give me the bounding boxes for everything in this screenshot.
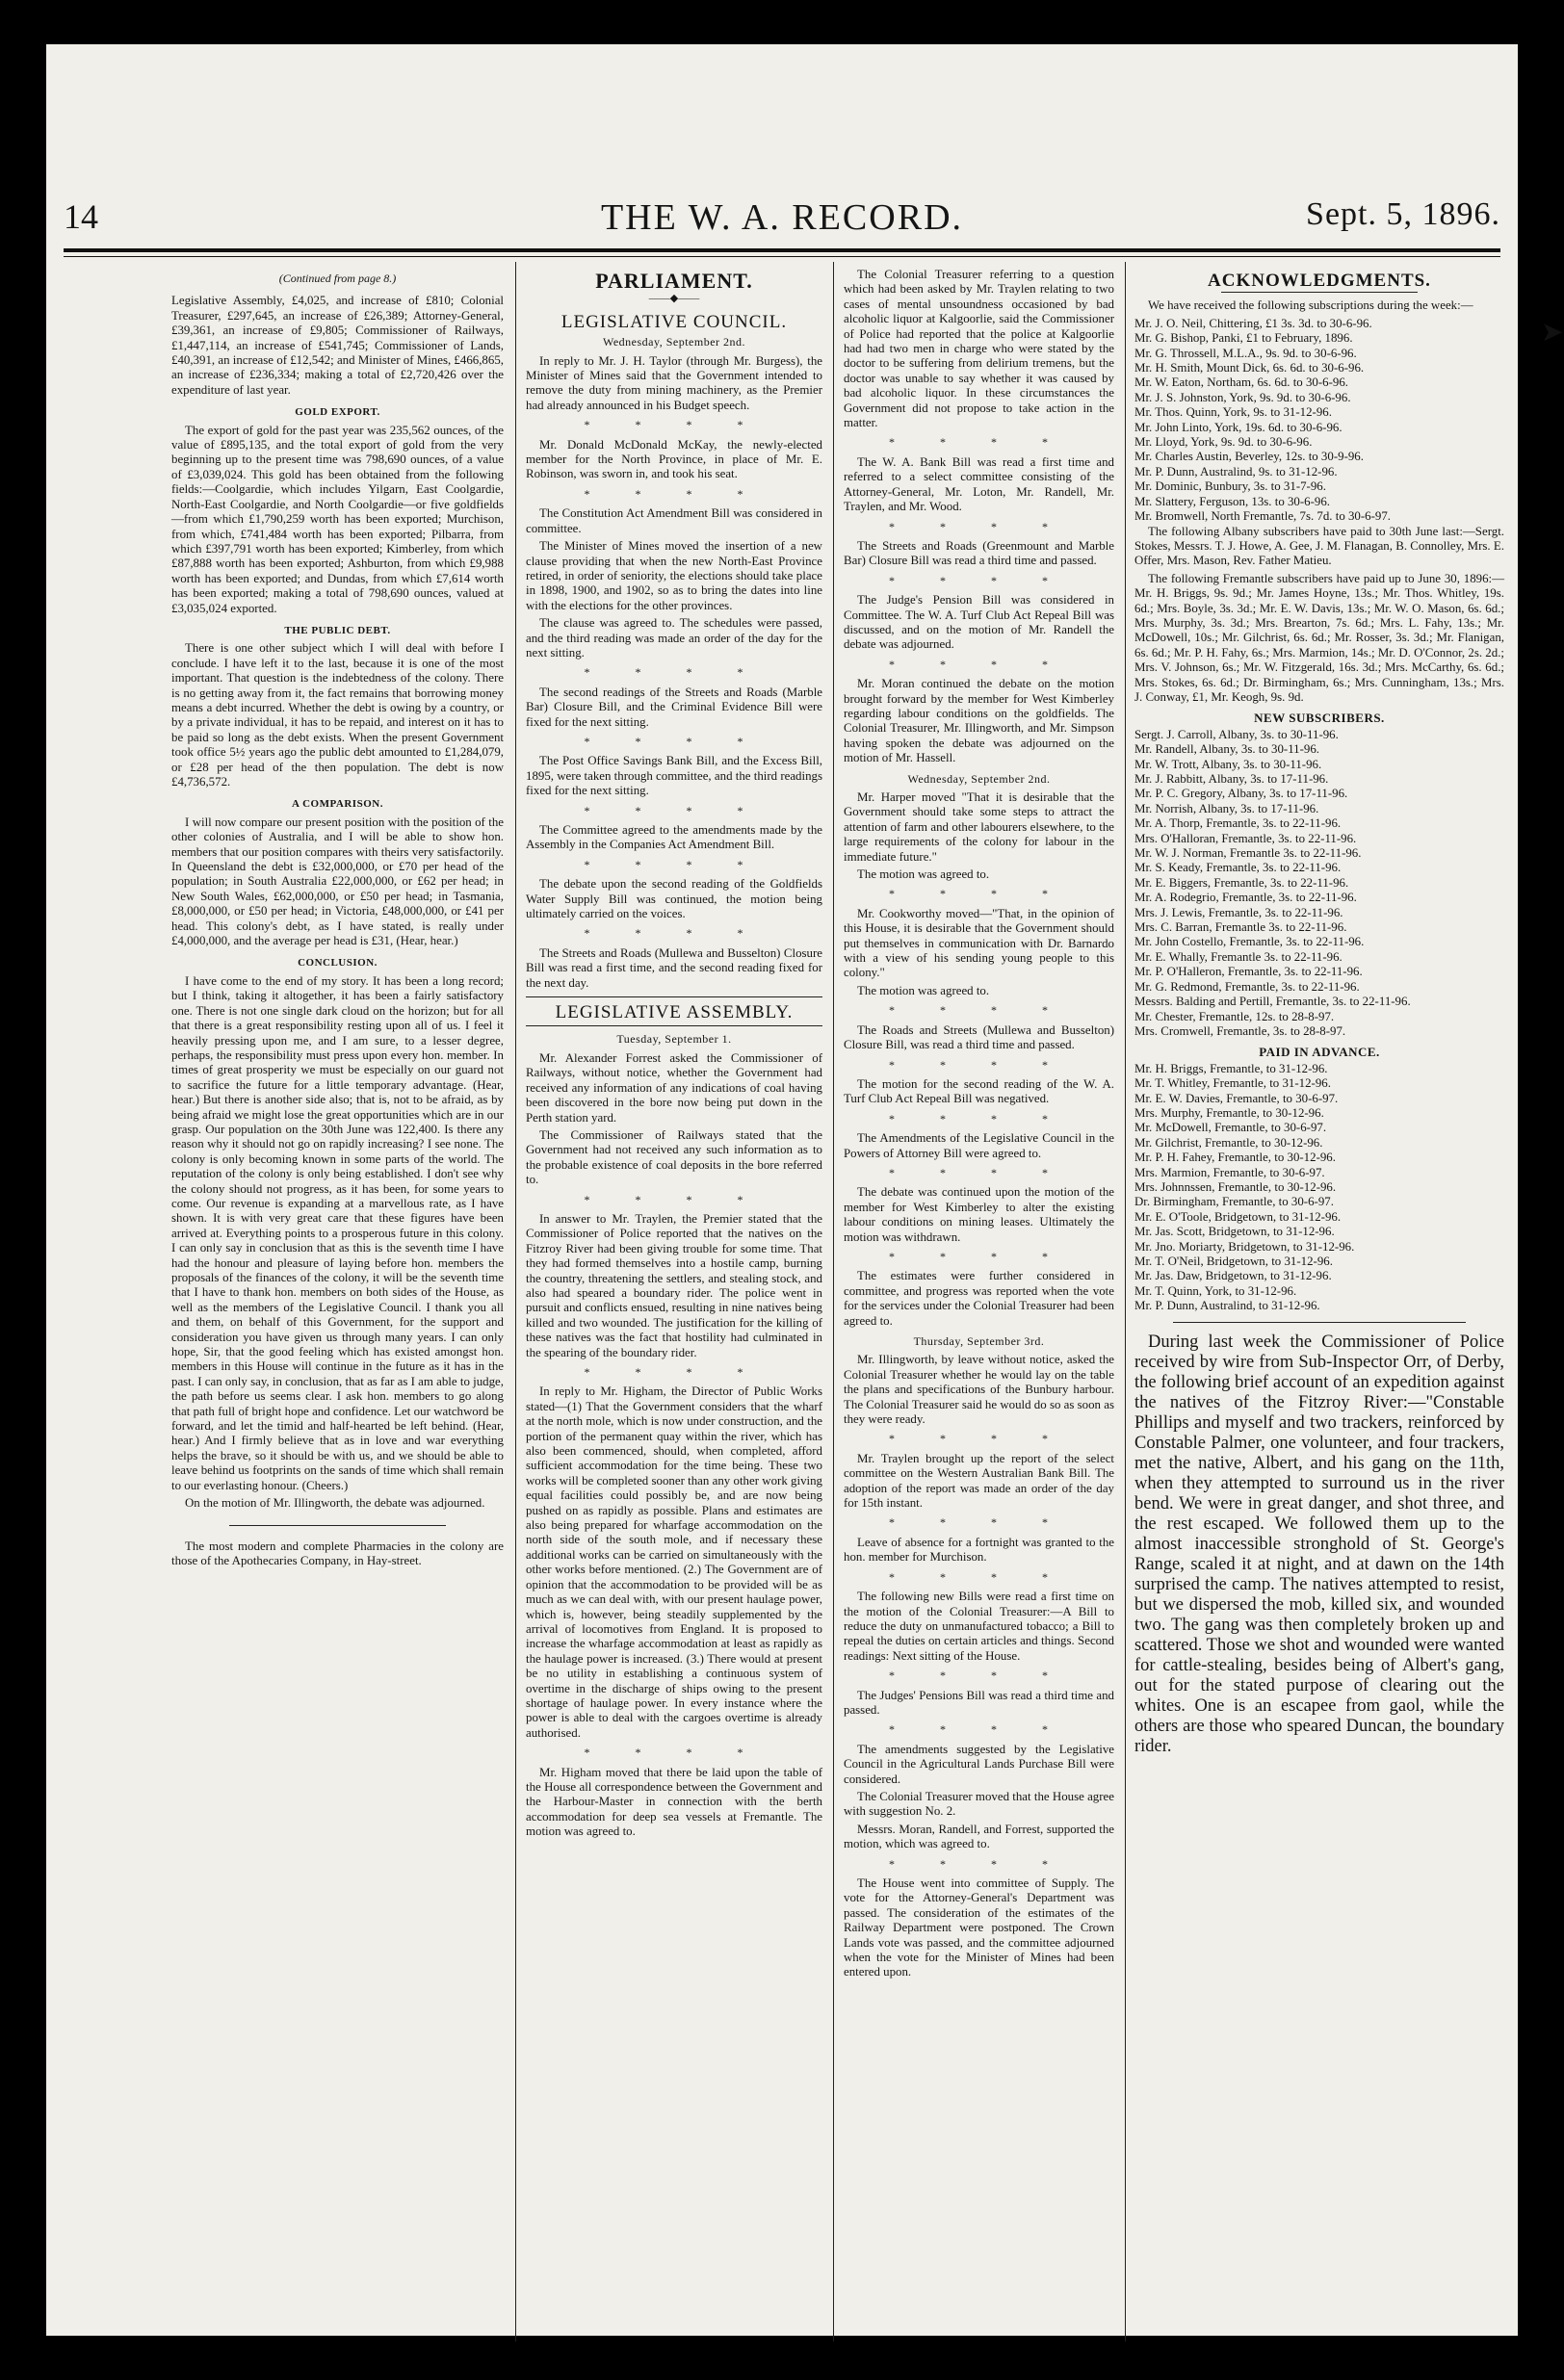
paragraph: Legislative Assembly, £4,025, and increase of £810; Colonial Treasurer, £297,645, an increase of £26,389; Attorney-General, £39,361, an increase of £9,805; Commissioner of Railways, £1,447,114, an increase of £541,745; Commissioner of Lands, £40,391, an increase of £12,542; and Minister of Mines, £466,865, an increase of £236,334; making a total of £2,720,426 over the expenditure of last year. (171, 294, 504, 397)
advertisement: The most modern and complete Pharmacies in the colony are those of the Apothecaries Company, in Hay-street. (171, 1539, 504, 1567)
sitting-date: Wednesday, September 2nd. (602, 335, 746, 349)
new-subscriber-entry: Mr. Chester, Fremantle, 12s. to 28-8-97. (1134, 1009, 1335, 1023)
paid-in-advance-list (1134, 1062, 1504, 1314)
paragraph: The clause was agreed to. The schedules were passed, and the third reading was made an order of the day for the next sitting. (526, 616, 822, 660)
paragraph: The Judge's Pension Bill was considered in Committee. The W. A. Turf Club Act Repeal Bill was discussed, and on the motion of Mr. Randell the debate was adjourned. (844, 593, 1114, 652)
paragraph: We have received the following subscriptions during the week:— (1148, 298, 1473, 313)
paragraph: The W. A. Bank Bill was read a first time and referred to a select committee consisting of the Attorney-General, Mr. Loton, Mr. Randell, Mr. Traylen, and Mr. Wood. (844, 454, 1114, 514)
new-subscriber-entry: Mr. W. Trott, Albany, 3s. to 30-11-96. (1134, 757, 1322, 771)
subscription-entry: Mr. Charles Austin, Beverley, 12s. to 30-9-96. (1134, 450, 1364, 464)
page-header (64, 196, 1500, 246)
separator-stars: * * * * (889, 1669, 1069, 1683)
new-subscriber-entry: Mr. P. O'Halleron, Fremantle, 3s. to 22-11-96. (1134, 965, 1363, 979)
subscriptions-list (1134, 317, 1504, 525)
paragraph: The Amendments of the Legislative Council in the Powers of Attorney Bill were agreed to. (844, 1131, 1114, 1160)
page-number: 14 (64, 197, 98, 236)
paragraph: The following new Bills were read a first time on the motion of the Colonial Treasurer:—A Bill to reduce the duty on unmanufactured tobacco; a Bill to repeal the duties on certain articles and things. Second readings: Next sitting of the House. (844, 1590, 1114, 1663)
new-subscriber-entry: Mr. J. Rabbitt, Albany, 3s. to 17-11-96. (1134, 772, 1329, 786)
separator-stars: * * * * (584, 486, 765, 501)
paragraph: The motion was agreed to. (857, 983, 990, 997)
paragraph: The Streets and Roads (Mullewa and Busselton) Closure Bill was read a first time, and the second reading fixed for the next day. (526, 945, 822, 990)
paragraph: There is one other subject which I will deal with before I conclude. I have left it to the last, because it is one of the most important. That question is the indebtedness of the colony. There is no getting away from it, the fact remains that borrowing money means a debt incurred. Whether the debt is owing by a country, or by a private individual, it has to be repaid, and interest on it has to be paid so long as the debt exists. When the present Government took office 5½ years ago the public debt amounted to £1,284,079, or £28 per head of the then population. The debt is now £4,736,572. (171, 641, 504, 789)
paragraph: Mr. Donald McDonald McKay, the newly-elected member for the North Province, in place of Mr. E. Robinson, was sworn in, and took his seat. (526, 437, 822, 481)
paid-in-advance-entry: Mrs. Johnnssen, Fremantle, to 30-12-96. (1134, 1179, 1337, 1194)
paragraph: The Constitution Act Amendment Bill was considered in committee. (526, 506, 822, 535)
separator-stars: * * * * (584, 665, 765, 680)
paragraph: The amendments suggested by the Legislative Council in the Agricultural Lands Purchase Bill were considered. (844, 1742, 1114, 1786)
column-divider-1 (515, 262, 516, 2341)
column-parliament-continued (844, 268, 1114, 2280)
new-subscriber-entry: Mr. Norrish, Albany, 3s. to 17-11-96. (1134, 801, 1319, 815)
ornament: ——◆—— (648, 293, 700, 305)
header-rule-thin (64, 256, 1500, 257)
divider (1221, 292, 1418, 293)
new-subscriber-entry: Messrs. Balding and Pertill, Fremantle, 3s. to 22-11-96. (1134, 995, 1411, 1009)
separator-stars: * * * * (889, 1057, 1069, 1072)
paragraph: The debate upon the second reading of the Goldfields Water Supply Bill was continued, the motion being ultimately carried on the voices. (526, 877, 822, 921)
subscription-entry: Mr. J. O. Neil, Chittering, £1 3s. 3d. to 30-6-96. (1134, 316, 1372, 330)
divider (526, 1025, 822, 1026)
subscription-entry: Mr. Thos. Quinn, York, 9s. to 31-12-96. (1134, 405, 1332, 420)
new-subscribers-list (1134, 728, 1504, 1040)
paragraph: Leave of absence for a fortnight was granted to the hon. member for Murchison. (844, 1535, 1114, 1565)
section-heading-gold-export: GOLD EXPORT. (295, 406, 380, 419)
section-heading-comparison: A COMPARISON. (292, 798, 383, 811)
separator-stars: * * * * (889, 1515, 1069, 1530)
paid-in-advance-entry: Mr. Gilchrist, Fremantle, to 30-12-96. (1134, 1135, 1323, 1150)
new-subscriber-entry: Mrs. C. Barran, Fremantle 3s. to 22-11-96. (1134, 920, 1347, 935)
section-title-parliament: PARLIAMENT. (595, 269, 753, 293)
newspaper-page (46, 44, 1564, 2336)
paragraph: Mr. Traylen brought up the report of the select committee on the Western Australian Bank Bill. The adoption of the report was made an order of the day for 15th instant. (844, 1451, 1114, 1511)
section-heading-new-subscribers: NEW SUBSCRIBERS. (1254, 711, 1385, 726)
divider (229, 1525, 446, 1526)
subscription-entry: Mr. Dominic, Bunbury, 3s. to 31-7-96. (1134, 479, 1326, 494)
paragraph: Mr. Harper moved "That it is desirable that the Government should take some steps to attract the attention of farm and other labourers elsewhere, to the large requirements of the colony for labour in the immediate future." (844, 790, 1114, 864)
separator-stars: * * * * (584, 1192, 765, 1206)
section-title-council: LEGISLATIVE COUNCIL. (560, 311, 788, 332)
paragraph: I have come to the end of my story. It has been a long record; but I think, taking it altogether, it has been a fairly satisfactory one. There is not one single dark cloud on the horizon; but for all that there is a great responsibility resting upon all of us. I feel it heavily pressing upon me, and I am sure, to a lesser degree, perhaps, the responsibility must press upon every hon. member. In times of great prosperity we must be especially on our guard not to sacrifice the future for a little temporary advantage. (Hear, hear.) But there is another side also; that is, not to be afraid, as by being afraid we might lose the great opportunities which are in our grasp. Our population on the 30th June was 122,400. Is there any reason why it should not go on rapidly increasing? I see none. The colony is only becoming known in some parts of the world. The reputation of the colony is only being established. I don't see why the colony should not progress, as it has been, for some years to come. Our revenue is expanding at a marvellous rate, as I have shown. It is with very great care that these figures have been arrived at. Everything points to a prosperous future in this colony. I can only say in conclusion that as this is the seventh time I have had the honour and pleasure of laying before hon. members the proposals of the finances of the colony, it will be the seventh time that I have to thank hon. members on both sides of the House, as well as the members of the Legislative Council. I thank you all and them, on behalf of this Government, for the support and consideration you have given us through many years. I can only hope, Sir, that the good feeling which has existed amongst hon. members in this House will continue in the future as it has in the past. I can only say, in conclusion, that as far as I am able to judge, the path before us seems clear. I ask hon. members to go along that path full of bright hope and confidence. Let our watchword be forward, and let the timid and half-hearted be left behind. (Hear, hear.) And I firmly believe that as in love and war everything helps the brave, so it should be with us, and we should be able to leave behind us footprints on the sands of time which shall remain to our everlasting honour. (Cheers.) (171, 973, 504, 1492)
separator-stars: * * * * (584, 418, 765, 432)
paid-in-advance-entry: Mr. P. Dunn, Australind, to 31-12-96. (1134, 1299, 1320, 1313)
divider (526, 996, 822, 997)
paragraph: The following Albany subscribers have paid to 30th June last:—Sergt. Stokes, Messrs. T. J. Howe, A. Gee, J. M. Flanagan, B. Connolley, Mrs. E. Offer, Mrs. Mason, Rev. Father Matieu. (1134, 524, 1504, 568)
paragraph: The Commissioner of Railways stated that the Government had not received any such information as to the probable existence of coal deposits in the bore referred to. (526, 1127, 822, 1187)
paragraph: The Committee agreed to the amendments made by the Assembly in the Companies Act Amendment Bill. (526, 823, 822, 852)
new-subscriber-entry: Mr. A. Thorp, Fremantle, 3s. to 22-11-96. (1134, 816, 1342, 831)
paragraph: The Colonial Treasurer moved that the House agree with suggestion No. 2. (844, 1789, 1114, 1819)
separator-stars: * * * * (889, 519, 1069, 533)
new-subscriber-entry: Mr. John Costello, Fremantle, 3s. to 22-11-96. (1134, 935, 1365, 949)
new-subscriber-entry: Mr. P. C. Gregory, Albany, 3s. to 17-11-96. (1134, 787, 1348, 801)
sitting-date: Thursday, September 3rd. (913, 1334, 1045, 1348)
separator-stars: * * * * (584, 926, 765, 941)
sitting-date: Tuesday, September 1. (616, 1032, 732, 1047)
subscription-entry: Mr. G. Throssell, M.L.A., 9s. 9d. to 30-6-96. (1134, 346, 1357, 360)
separator-stars: * * * * (889, 1111, 1069, 1125)
newspaper-title: THE W. A. RECORD. (600, 197, 964, 238)
paragraph: Mr. Cookworthy moved—"That, in the opinion of this House, it is desirable that the Government should put themselves in communication with Dr. Barnardo with a view of his sending young people to this colony." (844, 906, 1114, 980)
subscription-entry: Mr. John Linto, York, 19s. 6d. to 30-6-96. (1134, 420, 1342, 434)
separator-stars: * * * * (889, 1722, 1069, 1737)
paragraph: The following Fremantle subscribers have paid up to June 30, 1896:—Mr. H. Briggs, 9s. 9d.; Mr. James Hoyne, 13s.; Mr. Thos. Whitley, 19s. 6d.; Mrs. Boyle, 3s. 3d.; Mr. E. W. Davis, 13s.; Mr. W. O. Mason, 6s. 6d.; Mrs. Murphy, 3s. 3d.; Mrs. Brearton, 7s. 6d.; Mrs. L. Fahy, 13s.; Mr. McDowell, 10s.; Mr. Gilchrist, 6s. 6d.; Mr. Rosser, 3s. 3d.; Mr. Flanigan, 6s. 6d.; Mr. P. H. Fahy, 6s.; Mrs. Marmion, 14s.; Mr. D. O'Connor, 2s. 2d.; Mrs. V. Johnson, 6s.; Mr. W. Fitzgerald, 16s. 3d.; Mrs. McCarthy, 6s. 6d.; Mrs. Stokes, 6s. 6d.; Dr. Birmingham, 6s.; Mrs. Cunningham, 13s.; Mrs. J. Conway, £1, Mr. Keogh, 9s. 9d. (1134, 571, 1504, 704)
paragraph: The export of gold for the past year was 235,562 ounces, of the value of £895,135, and the total export of gold from the very beginning up to the present time was 798,690 ounces, of a value of £3,039,024. This gold has been obtained from the following fields:—Coolgardie, which includes Yilgarn, East Coolgardie, North-East Coolgardie, and North Coolgardie—or five goldfields—from which £1,790,259 worth has been exported; Murchison, from which, £741,484 worth has been exported; Pilbarra, from which £397,791 worth has been exported; Kimberley, from which £87,888 worth has been exported; Ashburton, from which £9,988 worth has been exported; and Dundas, from which £7,614 worth has been exported; making a total of 798,690 ounces, valued at £3,035,024 exported. (171, 423, 504, 615)
paragraph: In reply to Mr. Higham, the Director of Public Works stated—(1) That the Government considers that the wharf at the north mole, which is now under construction, and the portion of the permanent quay within the river, which has also been commenced, should, when completed, afford sufficient accommodation for the time being. These two works will be completed sooner than any other work giving equal facilities could possibly be, and are now being pushed on as rapidly as possible. Plans and estimates are also being prepared for wharfage accommodation on the north side of the south mole, and if necessary these additional works can be carried on simultaneously with the other works before mentioned. (2.) The Government are of opinion that the accommodation to be provided will be as much as we can deal with, with our present haulage power, which is, however, being steadily supplemented by the arrival of locomotives from England. It is proposed to increase the wharfage accommodation at least as rapidly as the haulage power is increased. (3.) There would at present be no utility in establishing a continuous system of overtime in the discharge of ships owing to the present shortage of haulage power. In every instance where the power is able to deal with the cargoes overtime is already authorised. (526, 1384, 822, 1740)
paragraph: The Judges' Pensions Bill was read a third time and passed. (844, 1688, 1114, 1717)
column-parliament (526, 268, 822, 2280)
new-subscriber-entry: Mrs. Cromwell, Fremantle, 3s. to 28-8-97. (1134, 1023, 1346, 1038)
paragraph: The motion for the second reading of the W. A. Turf Club Act Repeal Bill was negatived. (844, 1076, 1114, 1106)
paragraph: The Colonial Treasurer referring to a question which had been asked by Mr. Traylen relating to two cases of mental unsoundness occasioned by bad alcoholic liquor at Kalgoorlie, said the Commissioner of Police had reported that the police at Kalgoorlie had had two men in charge who were stated by the doctor to be suffering from delirium tremens, but the doctor was unable to say whether it was caused by bad alcoholic liquor. In these circumstances the Government did not propose to take action in the matter. (844, 268, 1114, 430)
paid-in-advance-entry: Mr. H. Briggs, Fremantle, to 31-12-96. (1134, 1061, 1328, 1075)
sitting-date: Wednesday, September 2nd. (907, 771, 1051, 786)
subscription-entry: Mr. Bromwell, North Fremantle, 7s. 7d. to 30-6-97. (1134, 509, 1392, 524)
column-acknowledgments (1134, 268, 1504, 2280)
new-subscriber-entry: Mr. Randell, Albany, 3s. to 30-11-96. (1134, 742, 1320, 757)
subscription-entry: Mr. P. Dunn, Australind, 9s. to 31-12-96. (1134, 464, 1338, 479)
separator-stars: * * * * (889, 657, 1069, 671)
column-budget-speech (171, 268, 504, 2280)
paragraph: The second readings of the Streets and Roads (Marble Bar) Closure Bill, and the Criminal Evidence Bill were fixed for the next sitting. (526, 685, 822, 729)
paragraph: Mr. Alexander Forrest asked the Commissioner of Railways, without notice, whether the Government had received any information of any indications of coal having been discovered in the bore now being put down in the Perth station yard. (526, 1050, 822, 1125)
section-title-assembly: LEGISLATIVE ASSEMBLY. (555, 1002, 794, 1023)
new-subscriber-entry: Mr. E. Whally, Fremantle 3s. to 22-11-96. (1134, 949, 1342, 964)
section-title-acknowledgments: ACKNOWLEDGMENTS. (1208, 271, 1431, 291)
separator-stars: * * * * (584, 857, 765, 871)
paid-in-advance-entry: Mr. T. Whitley, Fremantle, to 31-12-96. (1134, 1076, 1331, 1091)
paragraph: Messrs. Moran, Randell, and Forrest, supported the motion, which was agreed to. (844, 1822, 1114, 1851)
separator-stars: * * * * (889, 1569, 1069, 1584)
paid-in-advance-entry: Mrs. Murphy, Fremantle, to 30-12-96. (1134, 1105, 1324, 1120)
subscription-entry: Mr. J. S. Johnston, York, 9s. 9d. to 30-6-96. (1134, 390, 1351, 404)
subscription-entry: Mr. W. Eaton, Northam, 6s. 6d. to 30-6-96. (1134, 375, 1348, 390)
new-subscriber-entry: Mrs. O'Halloran, Fremantle, 3s. to 22-11-96. (1134, 831, 1357, 845)
column-divider-3 (1125, 262, 1126, 2341)
new-subscriber-entry: Mrs. J. Lewis, Fremantle, 3s. to 22-11-96. (1134, 905, 1343, 919)
paid-in-advance-entry: Mr. T. Quinn, York, to 31-12-96. (1134, 1283, 1297, 1298)
new-subscriber-entry: Mr. S. Keady, Fremantle, 3s. to 22-11-96. (1134, 861, 1342, 875)
section-heading-public-debt: THE PUBLIC DEBT. (284, 624, 391, 636)
divider (1173, 1322, 1466, 1323)
paragraph: On the motion of Mr. Illingworth, the debate was adjourned. (185, 1496, 485, 1511)
margin-arrow-icon: ➤ (1541, 318, 1564, 348)
paragraph: The estimates were further considered in committee, and progress was reported when the vote for the services under the Colonial Treasurer had been agreed to. (844, 1269, 1114, 1328)
paid-in-advance-entry: Mr. E. O'Toole, Bridgetown, to 31-12-96. (1134, 1209, 1342, 1224)
new-subscriber-entry: Mr. G. Redmond, Fremantle, 3s. to 22-11-96. (1134, 979, 1360, 994)
section-heading-paid-in-advance: PAID IN ADVANCE. (1259, 1045, 1380, 1060)
separator-stars: * * * * (584, 734, 765, 748)
new-subscriber-entry: Sergt. J. Carroll, Albany, 3s. to 30-11-96. (1134, 727, 1339, 741)
issue-date: Sept. 5, 1896. (1306, 196, 1500, 232)
separator-stars: * * * * (584, 1746, 765, 1760)
paid-in-advance-entry: Mr. T. O'Neil, Bridgetown, to 31-12-96. (1134, 1255, 1333, 1268)
new-subscriber-entry: Mr. E. Biggers, Fremantle, 3s. to 22-11-96. (1134, 875, 1349, 890)
separator-stars: * * * * (889, 573, 1069, 587)
paragraph: The motion was agreed to. (857, 867, 990, 882)
paid-in-advance-entry: Mr. McDowell, Fremantle, to 30-6-97. (1134, 1121, 1327, 1135)
paragraph: The House went into committee of Supply. The vote for the Attorney-General's Department was passed. The consideration of the estimates of the Railway Department were postponed. The Crown Lands vote was passed, and the committee adjourned when the vote for the Minister of Mines had been entered upon. (844, 1876, 1114, 1979)
new-subscriber-entry: Mr. A. Rodegrio, Fremantle, 3s. to 22-11-96. (1134, 891, 1357, 905)
paragraph: In answer to Mr. Traylen, the Premier stated that the Commissioner of Police reported that the natives on the Fitzroy River had been giving trouble for some time. That they had formed themselves into a hostile camp, burning the country, threatening the settlers, and stealing stock, and also had speared a boundary rider. The police went in pursuit and conflicts ensued, resulting in nine natives being killed and two wounded. The justification for the killing of these natives was the fact that hostility had culminated in the spearing of the boundary rider. (526, 1211, 822, 1359)
separator-stars: * * * * (889, 887, 1069, 901)
paragraph: Mr. Moran continued the debate on the motion brought forward by the member for West Kimberley regarding labour conditions on the goldfields. The Colonial Treasurer, Mr. Illingworth, and Mr. Simpson having spoken the debate was adjourned on the motion of Mr. Hassell. (844, 677, 1114, 765)
paragraph: I will now compare our present position with the position of the other colonies of Australia, and I will be able to show hon. members that our position compares with theirs very satisfactorily. In Queensland the debt is £32,000,000, or £70 per head of the population; in South Australia £22,000,000, or £62 per head; in New South Wales, £62,000,000, or £50 per head; in Tasmania, £8,000,000, or £50 per head; in Victoria, £48,000,000, or £41 per head. This colony's debt, as I have stated, is really under £4,000,000, and the average per head is £31, (Hear, hear.) (171, 815, 504, 948)
subscription-entry: Mr. G. Bishop, Panki, £1 to February, 1896. (1134, 331, 1353, 346)
subscription-entry: Mr. Slattery, Ferguson, 13s. to 30-6-96. (1134, 494, 1331, 508)
separator-stars: * * * * (889, 435, 1069, 450)
section-heading-conclusion: CONCLUSION. (298, 957, 378, 970)
fitzroy-expedition-story: During last week the Commissioner of Police received by wire from Sub-Inspector Orr, of Derby, the following brief account of an expedition against the natives of the Fitzroy River:—"Constable Phillips and myself and two trackers, reinforced by Constable Palmer, one volunteer, and four trackers, met the native, Albert, and his gang on the 11th, when they attempted to surround us in the river bend. We were in great danger, and shot three, and the rest escaped. We followed them up to the almost inaccessible stronghold of St. George's Range, scaled it at night, and at dawn on the 14th surprised the camp. The natives attempted to resist, but we dispersed the mob, killed six, and wounded two. The gang was then completely broken up and scattered. Those we shot and wounded were wanted for cattle-stealing, besides being of Albert's gang, out for the stated purpose of clearing out the whites. One is an escapee from gaol, while the others are those who speared Duncan, the boundary rider. (1134, 1332, 1504, 1756)
paragraph: The Roads and Streets (Mullewa and Busselton) Closure Bill, was read a third time and passed. (844, 1022, 1114, 1052)
separator-stars: * * * * (889, 1249, 1069, 1263)
new-subscriber-entry: Mr. W. J. Norman, Fremantle 3s. to 22-11-96. (1134, 846, 1362, 861)
subscription-entry: Mr. H. Smith, Mount Dick, 6s. 6d. to 30-6-96. (1134, 361, 1365, 375)
column-divider-2 (833, 262, 834, 2341)
paragraph: The Post Office Savings Bank Bill, and the Excess Bill, 1895, were taken through committee, and the third readings fixed for the next sitting. (526, 754, 822, 798)
separator-stars: * * * * (584, 803, 765, 817)
continued-note: (Continued from page 8.) (278, 272, 397, 285)
paid-in-advance-entry: Mr. E. W. Davies, Fremantle, to 30-6-97. (1134, 1091, 1339, 1105)
separator-stars: * * * * (889, 1432, 1069, 1446)
separator-stars: * * * * (889, 1856, 1069, 1871)
paragraph: Mr. Illingworth, by leave without notice, asked the Colonial Treasurer whether he would lay on the table the plans and specifications of the Bunbury harbour. The Colonial Treasurer said he would do so as soon as they were ready. (844, 1353, 1114, 1427)
paragraph: The Minister of Mines moved the insertion of a new clause providing that when the new North-East Province retired, in order of seniority, the elections should take place in 1898, 1900, and 1902, so as to bring the dates into line with the elections for the other provinces. (526, 539, 822, 612)
paid-in-advance-entry: Mr. Jas. Daw, Bridgetown, to 31-12-96. (1134, 1269, 1332, 1283)
separator-stars: * * * * (889, 1165, 1069, 1179)
header-rule-thick (64, 248, 1500, 252)
separator-stars: * * * * (584, 1365, 765, 1379)
paid-in-advance-entry: Mr. P. H. Fahey, Fremantle, to 30-12-96. (1134, 1151, 1336, 1165)
paid-in-advance-entry: Mr. Jno. Moriarty, Bridgetown, to 31-12-96. (1134, 1239, 1355, 1254)
paid-in-advance-entry: Dr. Birmingham, Fremantle, to 30-6-97. (1134, 1195, 1334, 1209)
paid-in-advance-entry: Mrs. Marmion, Fremantle, to 30-6-97. (1134, 1165, 1325, 1179)
subscription-entry: Mr. Lloyd, York, 9s. 9d. to 30-6-96. (1134, 435, 1313, 450)
separator-stars: * * * * (889, 1003, 1069, 1018)
paragraph: Mr. Higham moved that there be laid upon the table of the House all correspondence between the Government and the Harbour-Master in connection with the berth accommodation for deep sea vessels at Fremantle. The motion was agreed to. (526, 1765, 822, 1839)
paragraph: The debate was continued upon the motion of the member for West Kimberley to alter the existing labour conditions on mining leases. Ultimately the motion was withdrawn. (844, 1185, 1114, 1244)
paid-in-advance-entry: Mr. Jas. Scott, Bridgetown, to 31-12-96. (1134, 1225, 1335, 1239)
paragraph: In reply to Mr. J. H. Taylor (through Mr. Burgess), the Minister of Mines said that the Government intended to remove the duty from mining machinery, as the Premier had already announced in his Budget speech. (526, 353, 822, 412)
paragraph: The Streets and Roads (Greenmount and Marble Bar) Closure Bill was read a third time and passed. (844, 538, 1114, 568)
